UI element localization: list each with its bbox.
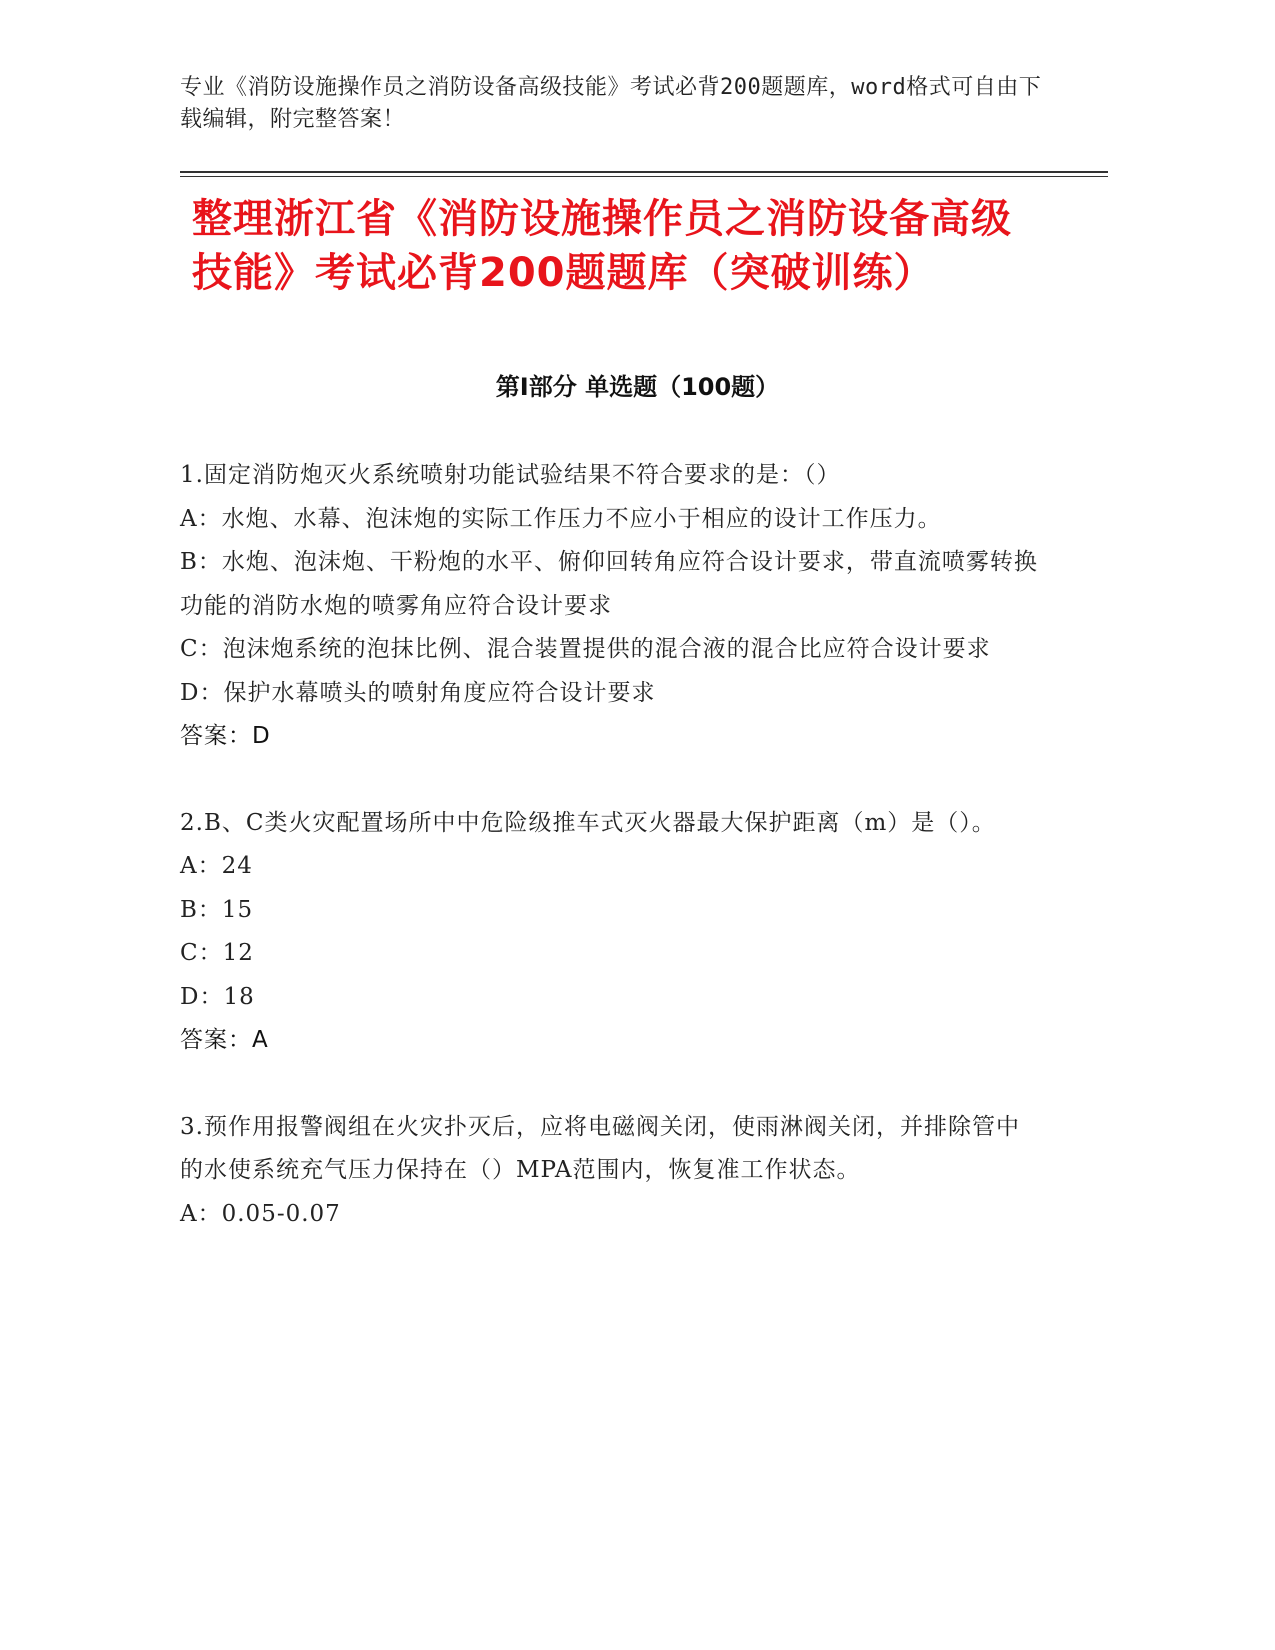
option-a: A：0.05-0.07 <box>180 1200 341 1227</box>
option-b: B：15 <box>180 896 254 923</box>
question-1 <box>180 454 1040 759</box>
question-stem: 3.预作用报警阀组在火灾扑灭后，应将电磁阀关闭，使雨淋阀关闭，并排除管中的水使系统充气压力保持在（）MPA范围内，恢复准工作状态。 <box>180 1113 1020 1183</box>
question-3 <box>180 1106 1040 1237</box>
option-b: B：水炮、泡沫炮、干粉炮的水平、俯仰回转角应符合设计要求，带直流喷雾转换功能的消防水炮的喷雾角应符合设计要求 <box>180 549 1038 619</box>
section-heading: 第Ⅰ部分 单选题（100题） <box>495 373 780 401</box>
question-stem: 1.固定消防炮灭火系统喷射功能试验结果不符合要求的是：（） <box>180 462 841 488</box>
question-stem: 2.B、C类火灾配置场所中中危险级推车式灭火器最大保护距离（m）是（）。 <box>180 809 996 836</box>
option-a: A：24 <box>180 853 253 879</box>
question-list <box>180 454 1040 1279</box>
option-a: A：水炮、水幕、泡沫炮的实际工作压力不应小于相应的设计工作压力。 <box>180 505 942 532</box>
question-2 <box>180 802 1040 1063</box>
document-title: 整理浙江省《消防设施操作员之消防设备高级技能》考试必背200题题库（突破训练） <box>192 196 1012 296</box>
option-c: C：泡沫炮系统的泡抹比例、混合装置提供的混合液的混合比应符合设计要求 <box>180 636 991 662</box>
option-d: D：18 <box>180 983 255 1010</box>
header-note: 专业《消防设施操作员之消防设备高级技能》考试必背200题题库，word格式可自由下载编辑，附完整答案！ <box>180 75 1042 132</box>
header-divider <box>180 171 1108 177</box>
option-c: C：12 <box>180 940 254 966</box>
answer-label: 答案：D <box>180 723 271 749</box>
option-d: D：保护水幕喷头的喷射角度应符合设计要求 <box>180 679 656 706</box>
answer-label: 答案：A <box>180 1027 269 1053</box>
